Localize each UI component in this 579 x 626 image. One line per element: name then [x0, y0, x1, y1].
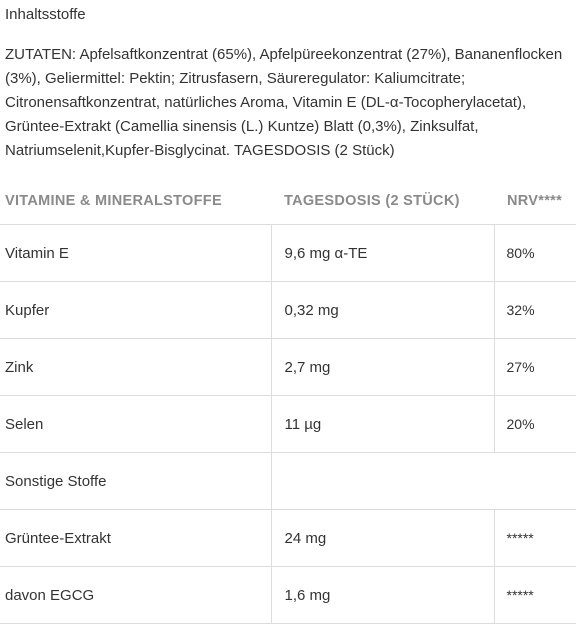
nutrient-nrv: 80%: [494, 225, 576, 282]
table-row: [0, 339, 576, 396]
nutrient-nrv: 32%: [494, 282, 576, 339]
table-row: [0, 510, 576, 567]
table-row: [0, 453, 576, 510]
table-row: [0, 225, 576, 282]
nutrient-nrv: 27%: [494, 339, 576, 396]
nutrient-amount: [271, 453, 576, 510]
table-row: [0, 567, 576, 624]
table-row: [0, 282, 576, 339]
nutrient-amount: 0,32 mg: [271, 282, 494, 339]
section-heading: Inhaltsstoffe: [5, 6, 86, 23]
nutrient-nrv: 20%: [494, 396, 576, 453]
header-daily-dose: TAGESDOSIS (2 STÜCK): [271, 178, 494, 225]
nutrient-name: Selen: [0, 396, 271, 453]
nutrient-nrv: *****: [494, 510, 576, 567]
nutrient-amount: 9,6 mg α-TE: [271, 225, 494, 282]
nutrient-name: Sonstige Stoffe: [0, 453, 271, 510]
nutrient-amount: 24 mg: [271, 510, 494, 567]
nutrient-amount: 1,6 mg: [271, 567, 494, 624]
nutrient-name: Kupfer: [0, 282, 271, 339]
nutrient-name: Grüntee-Extrakt: [0, 510, 271, 567]
nutrient-name: Vitamin E: [0, 225, 271, 282]
nutrient-nrv: *****: [494, 567, 576, 624]
header-nrv: NRV****: [494, 178, 576, 225]
table-row: [0, 396, 576, 453]
nutrition-table: [0, 178, 576, 624]
table-header-row: [0, 178, 576, 225]
ingredients-text: ZUTATEN: Apfelsaftkonzentrat (65%), Apfelpüreekonzentrat (27%), Bananenflocken (3%), Geliermittel: Pektin; Zitrusfasern, Säureregulator: Kaliumcitrate; Citronensaftkonzentrat, natürliches Aroma, Vitamin E (DL-α-Tocopherylacetat), Grüntee-Extrakt (Camellia sinensis (L.) Kuntze) Blatt (0,3%), Zinksulfat, Natriumselenit,Kupfer-Bisglycinat. TAGESDOSIS (2 Stück): [5, 46, 563, 159]
nutrient-amount: 11 µg: [271, 396, 494, 453]
nutrient-amount: 2,7 mg: [271, 339, 494, 396]
nutrient-name: Zink: [0, 339, 271, 396]
header-nutrients: VITAMINE & MINERALSTOFFE: [0, 178, 271, 225]
nutrient-name: davon EGCG: [0, 567, 271, 624]
